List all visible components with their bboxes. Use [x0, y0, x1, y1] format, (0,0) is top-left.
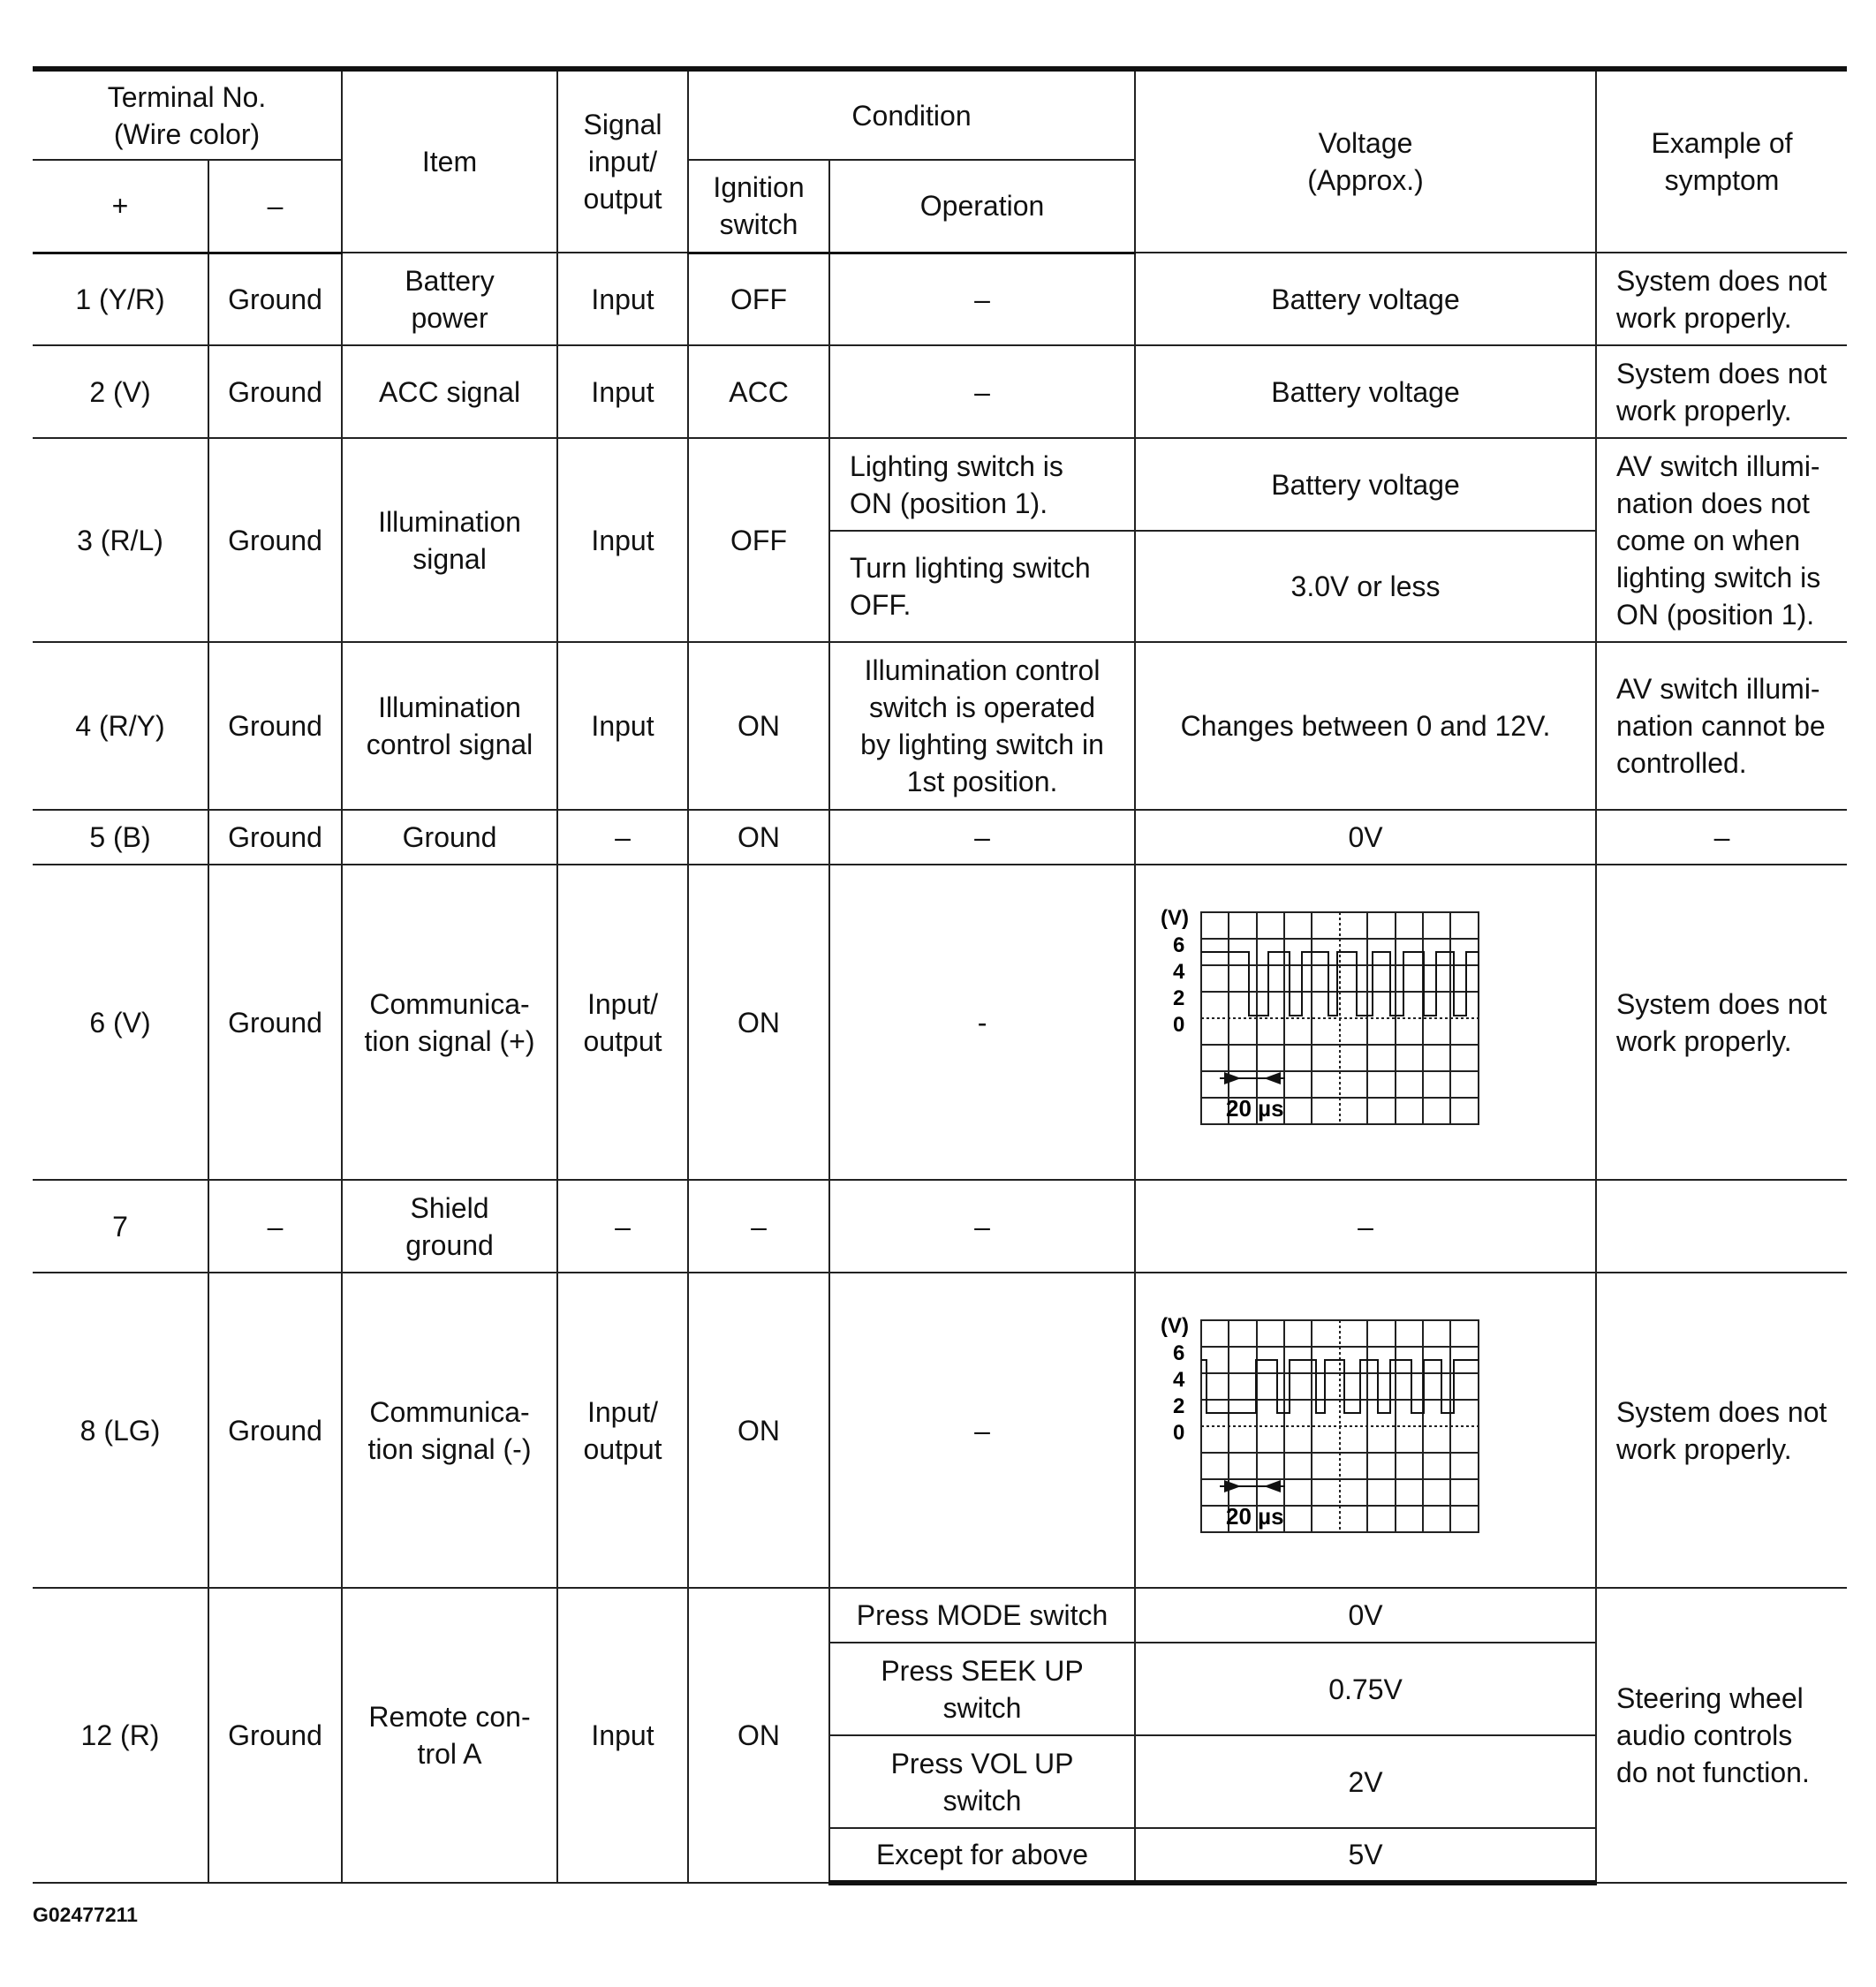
cell-ground: Ground	[208, 810, 342, 865]
cell-voltage: 3.0V or less	[1135, 531, 1596, 642]
scope-tick-6: 6	[1173, 933, 1185, 957]
header-operation: Operation	[829, 160, 1135, 253]
cell-operation: –	[829, 1180, 1135, 1273]
cell-io: Input	[557, 1588, 688, 1883]
cell-operation: –	[829, 345, 1135, 438]
header-condition: Condition	[688, 69, 1135, 160]
cell-ignition: OFF	[688, 253, 829, 345]
cell-symptom: Steering wheel audio controls do not function.	[1596, 1588, 1847, 1883]
cell-ground: Ground	[208, 1588, 342, 1883]
table-row	[33, 810, 1847, 865]
cell-voltage-waveform	[1135, 865, 1596, 1180]
cell-ignition: ON	[688, 810, 829, 865]
header-ignition: Ignition switch	[688, 160, 829, 253]
scope-tick-6: 6	[1173, 1341, 1185, 1365]
scope-tick-4: 4	[1173, 959, 1185, 984]
scope-tick-0: 0	[1173, 1012, 1185, 1037]
table-row	[33, 1180, 1847, 1273]
cell-item: Communica- tion signal (+)	[342, 865, 557, 1180]
cell-ignition: OFF	[688, 438, 829, 642]
oscilloscope-waveform-plus	[1161, 903, 1487, 1142]
cell-io: Input/ output	[557, 1273, 688, 1588]
scope-unit-label: (V)	[1161, 1313, 1190, 1338]
cell-operation: Illumination control switch is operated by lighting switch in 1st position.	[829, 642, 1135, 810]
cell-symptom: System does not work properly.	[1596, 253, 1847, 345]
cell-symptom: AV switch illumi- nation cannot be controlled.	[1596, 642, 1847, 810]
header-voltage: Voltage (Approx.)	[1135, 69, 1596, 253]
cell-io: Input	[557, 642, 688, 810]
cell-ground: Ground	[208, 345, 342, 438]
cell-io: –	[557, 1180, 688, 1273]
table-row	[33, 642, 1847, 810]
table-row	[33, 438, 1847, 531]
cell-io: Input	[557, 253, 688, 345]
cell-operation: -	[829, 865, 1135, 1180]
cell-operation: –	[829, 1273, 1135, 1588]
cell-item: Illumination signal	[342, 438, 557, 642]
cell-terminal: 12 (R)	[33, 1588, 208, 1883]
scope-tick-4: 4	[1173, 1367, 1185, 1392]
cell-operation: Turn lighting switch OFF.	[829, 531, 1135, 642]
cell-ignition: ACC	[688, 345, 829, 438]
cell-voltage: 5V	[1135, 1828, 1596, 1883]
cell-ignition: ON	[688, 642, 829, 810]
cell-ignition: ON	[688, 865, 829, 1180]
scope-timebase	[1220, 1072, 1285, 1122]
cell-symptom: AV switch illumi- nation does not come on when lighting switch is ON (position 1).	[1596, 438, 1847, 642]
header-minus: –	[208, 160, 342, 253]
cell-item: Ground	[342, 810, 557, 865]
cell-ground: Ground	[208, 253, 342, 345]
cell-symptom: System does not work properly.	[1596, 345, 1847, 438]
scope-tick-2: 2	[1173, 986, 1185, 1010]
cell-voltage: 2V	[1135, 1735, 1596, 1828]
cell-item: Battery power	[342, 253, 557, 345]
header-plus: +	[33, 160, 208, 253]
cell-symptom: –	[1596, 810, 1847, 865]
cell-operation: –	[829, 810, 1135, 865]
cell-voltage: Battery voltage	[1135, 253, 1596, 345]
table-row	[33, 345, 1847, 438]
cell-ignition: ON	[688, 1273, 829, 1588]
cell-ground: –	[208, 1180, 342, 1273]
cell-terminal: 2 (V)	[33, 345, 208, 438]
terminal-spec-table	[33, 66, 1847, 1885]
figure-code: G02477211	[33, 1903, 138, 1926]
cell-voltage: 0V	[1135, 1588, 1596, 1643]
cell-io: Input	[557, 345, 688, 438]
cell-ground: Ground	[208, 1273, 342, 1588]
cell-ground: Ground	[208, 865, 342, 1180]
cell-symptom: System does not work properly.	[1596, 865, 1847, 1180]
cell-terminal: 5 (B)	[33, 810, 208, 865]
cell-operation: –	[829, 253, 1135, 345]
scope-tick-0: 0	[1173, 1420, 1185, 1445]
scope-time-label: 20 µs	[1226, 1094, 1284, 1122]
scope-unit-label: (V)	[1161, 905, 1190, 930]
cell-symptom	[1596, 1180, 1847, 1273]
cell-item: Remote con- trol A	[342, 1588, 557, 1883]
cell-operation: Press MODE switch	[829, 1588, 1135, 1643]
scope-timebase	[1220, 1480, 1285, 1530]
table-row	[33, 1588, 1847, 1643]
table-row	[33, 865, 1847, 1180]
cell-symptom: System does not work properly.	[1596, 1273, 1847, 1588]
header-signal-io: Signal input/ output	[557, 69, 688, 253]
cell-io: Input/ output	[557, 865, 688, 1180]
cell-io: Input	[557, 438, 688, 642]
cell-item: ACC signal	[342, 345, 557, 438]
cell-ground: Ground	[208, 438, 342, 642]
cell-voltage: 0.75V	[1135, 1643, 1596, 1735]
table-row	[33, 1273, 1847, 1588]
scope-grid	[1201, 912, 1479, 1124]
cell-voltage: Battery voltage	[1135, 345, 1596, 438]
cell-voltage: Changes between 0 and 12V.	[1135, 642, 1596, 810]
cell-terminal: 7	[33, 1180, 208, 1273]
cell-voltage-waveform	[1135, 1273, 1596, 1588]
cell-ignition: ON	[688, 1588, 829, 1883]
scope-grid	[1201, 1320, 1479, 1532]
cell-voltage: 0V	[1135, 810, 1596, 865]
table-row	[33, 253, 1847, 345]
cell-operation: Press SEEK UP switch	[829, 1643, 1135, 1735]
cell-operation: Lighting switch is ON (position 1).	[829, 438, 1135, 531]
cell-terminal: 8 (LG)	[33, 1273, 208, 1588]
cell-voltage: –	[1135, 1180, 1596, 1273]
cell-ignition: –	[688, 1180, 829, 1273]
header-symptom: Example of symptom	[1596, 69, 1847, 253]
cell-terminal: 1 (Y/R)	[33, 253, 208, 345]
cell-terminal: 6 (V)	[33, 865, 208, 1180]
cell-terminal: 4 (R/Y)	[33, 642, 208, 810]
cell-io: –	[557, 810, 688, 865]
cell-terminal: 3 (R/L)	[33, 438, 208, 642]
cell-voltage: Battery voltage	[1135, 438, 1596, 531]
cell-operation: Except for above	[829, 1828, 1135, 1883]
cell-item: Shield ground	[342, 1180, 557, 1273]
cell-item: Communica- tion signal (-)	[342, 1273, 557, 1588]
oscilloscope-waveform-minus	[1161, 1311, 1487, 1550]
header-terminal: Terminal No. (Wire color)	[33, 69, 342, 160]
header-item: Item	[342, 69, 557, 253]
scope-time-label: 20 µs	[1226, 1502, 1284, 1530]
cell-ground: Ground	[208, 642, 342, 810]
cell-item: Illumination control signal	[342, 642, 557, 810]
cell-operation: Press VOL UP switch	[829, 1735, 1135, 1828]
scope-tick-2: 2	[1173, 1394, 1185, 1418]
